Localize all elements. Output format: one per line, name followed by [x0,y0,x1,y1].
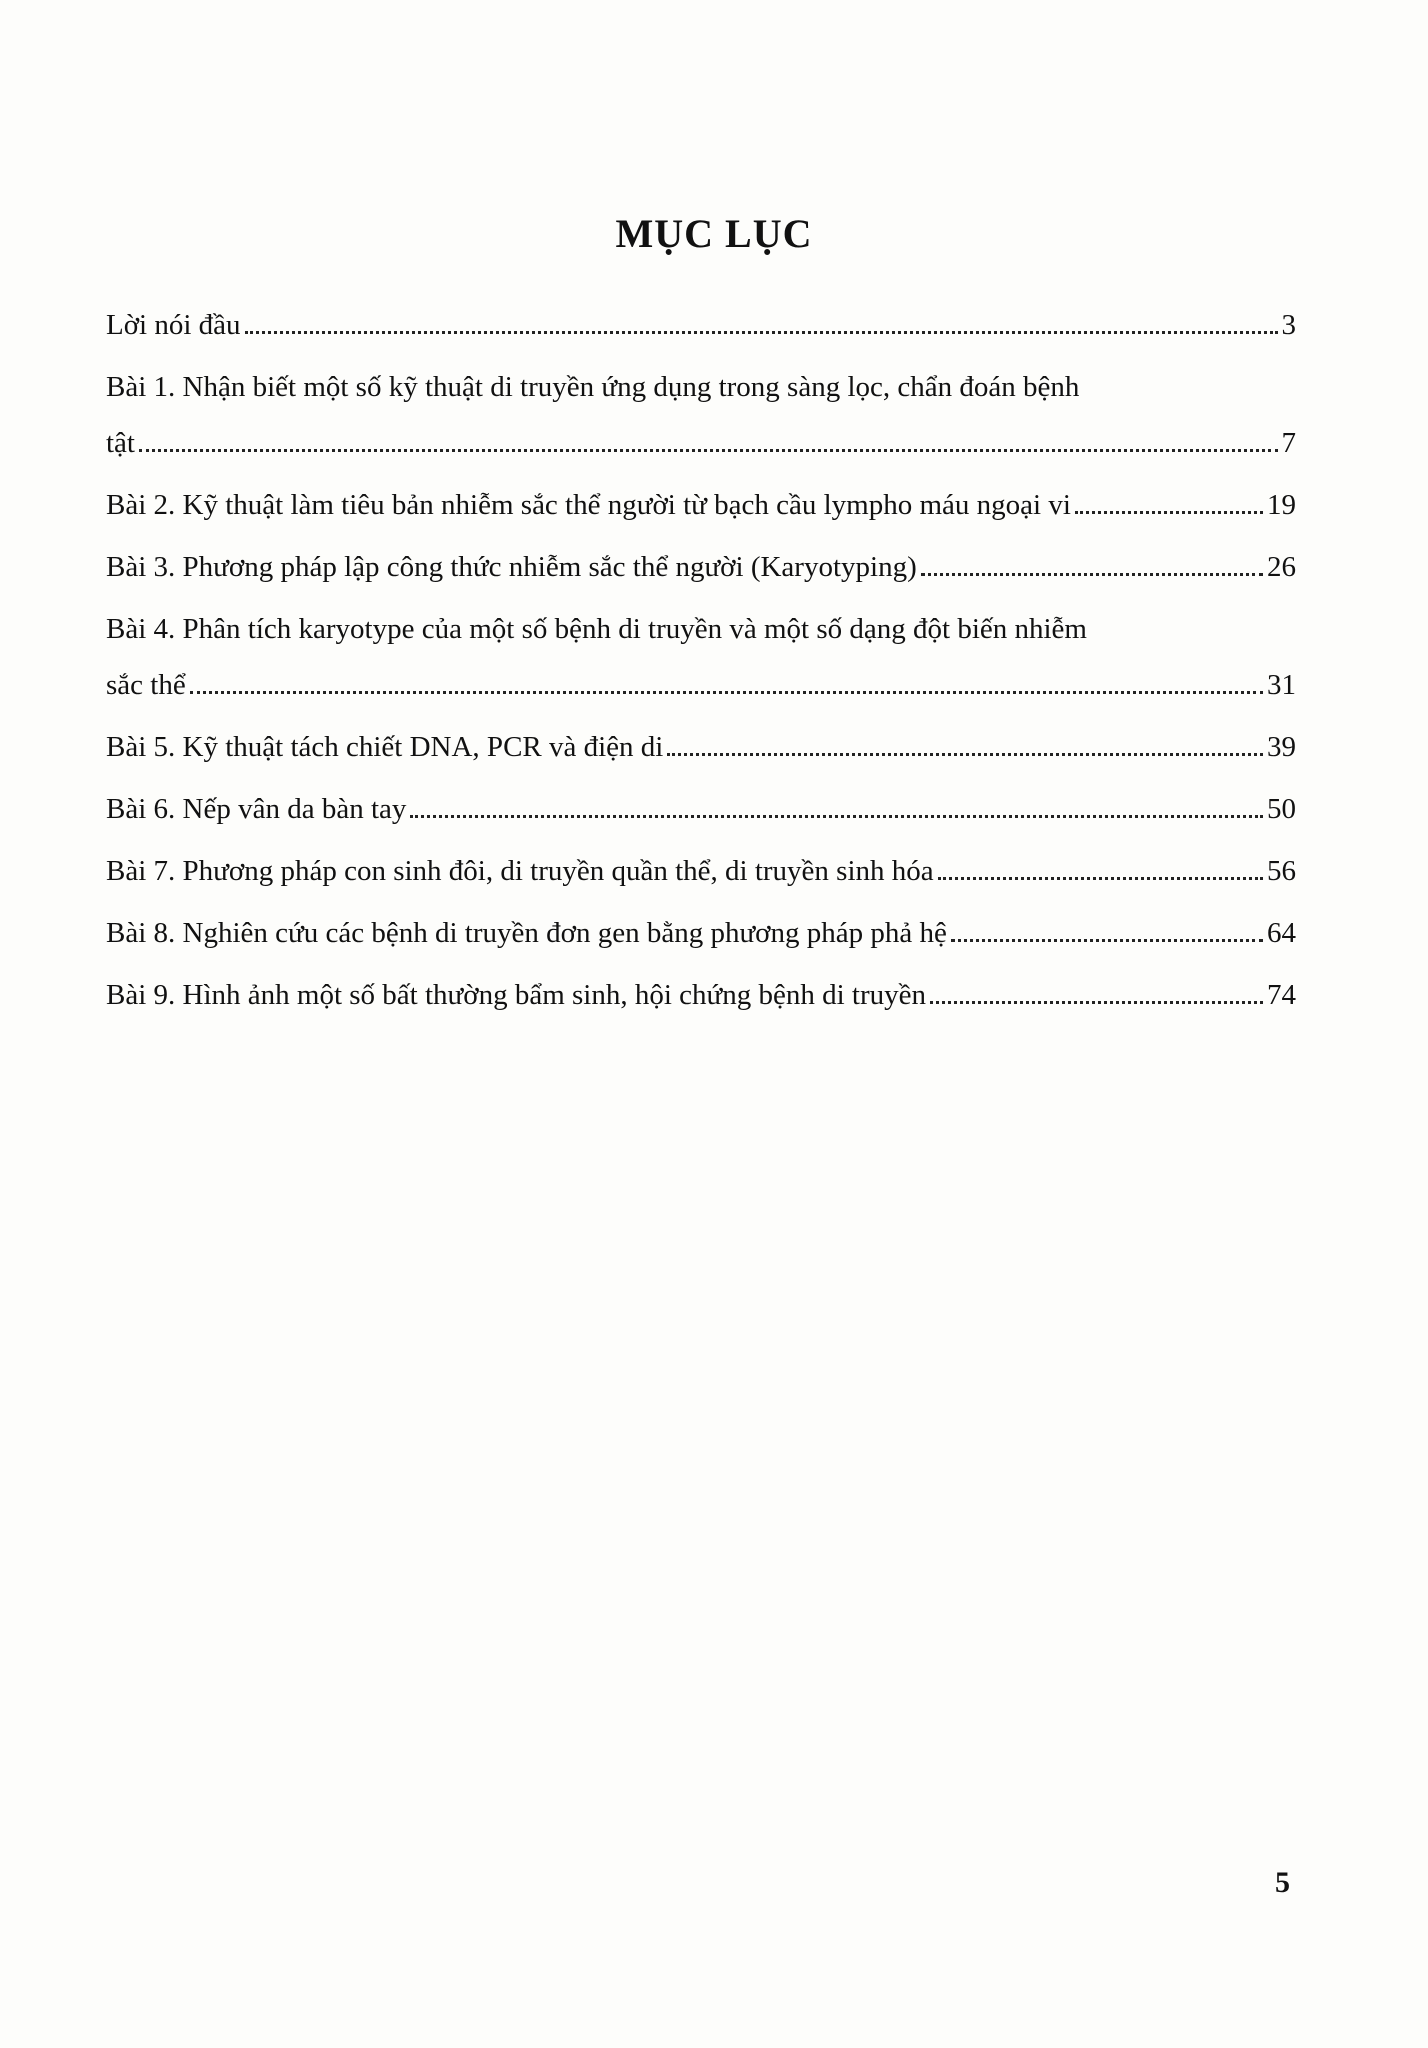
toc-entry-text: Bài 7. Phương pháp con sinh đôi, di truyền quần thể, di truyền sinh hóa [106,855,934,887]
toc-entry-page: 64 [1267,917,1296,949]
dot-leader [245,331,1278,334]
toc-entry-preface [106,305,1296,345]
page-title: MỤC LỤC [615,211,813,256]
toc-entry-text-line-1: Bài 4. Phân tích karyotype của một số bệnh di truyền và một số dạng đột biến nhiễm [106,613,1087,645]
toc-entry-text: Lời nói đầu [106,309,241,341]
page-number: 5 [1275,1866,1290,1899]
dot-leader [951,939,1263,942]
toc-entry-text: sắc thể [106,669,186,701]
toc-entry-page: 56 [1267,855,1296,887]
toc-entry-text: Bài 8. Nghiên cứu các bệnh di truyền đơn gen bằng phương pháp phả hệ [106,917,947,949]
dot-leader [667,753,1263,756]
toc-entry-page: 19 [1267,489,1296,521]
dot-leader [921,573,1263,576]
toc-entry-lesson-6 [106,789,1296,829]
toc-entry-lesson-7 [106,851,1296,891]
toc-entry-text: tật [106,427,135,459]
dot-leader [139,449,1278,452]
toc-entry-text-line-1: Bài 1. Nhận biết một số kỹ thuật di truyền ứng dụng trong sàng lọc, chẩn đoán bệnh [106,371,1080,403]
table-of-contents [106,305,1296,1037]
toc-entry-text: Bài 5. Kỹ thuật tách chiết DNA, PCR và điện di [106,731,664,763]
toc-entry-lesson-5 [106,727,1296,767]
toc-entry-lesson-2 [106,485,1296,525]
dot-leader [938,877,1263,880]
dot-leader [930,1001,1263,1004]
toc-entry-page: 31 [1267,669,1296,701]
toc-entry-lesson-9 [106,975,1296,1015]
toc-entry-page: 39 [1267,731,1296,763]
dot-leader [410,815,1263,818]
toc-entry-text: Bài 3. Phương pháp lập công thức nhiễm sắc thể người (Karyotyping) [106,551,917,583]
dot-leader [1075,511,1263,514]
toc-entry-page: 3 [1281,309,1296,341]
toc-entry-text: Bài 6. Nếp vân da bàn tay [106,793,407,825]
toc-entry-lesson-1 [106,367,1296,463]
toc-entry-page: 7 [1281,427,1296,459]
dot-leader [190,691,1263,694]
toc-entry-page: 74 [1267,979,1296,1011]
toc-entry-text: Bài 2. Kỹ thuật làm tiêu bản nhiễm sắc thể người từ bạch cầu lympho máu ngoại vi [106,489,1071,521]
toc-entry-page: 26 [1267,551,1296,583]
toc-entry-text: Bài 9. Hình ảnh một số bất thường bẩm sinh, hội chứng bệnh di truyền [106,979,927,1011]
toc-entry-lesson-3 [106,547,1296,587]
toc-entry-lesson-8 [106,913,1296,953]
toc-entry-lesson-4 [106,609,1296,705]
toc-entry-page: 50 [1267,793,1296,825]
